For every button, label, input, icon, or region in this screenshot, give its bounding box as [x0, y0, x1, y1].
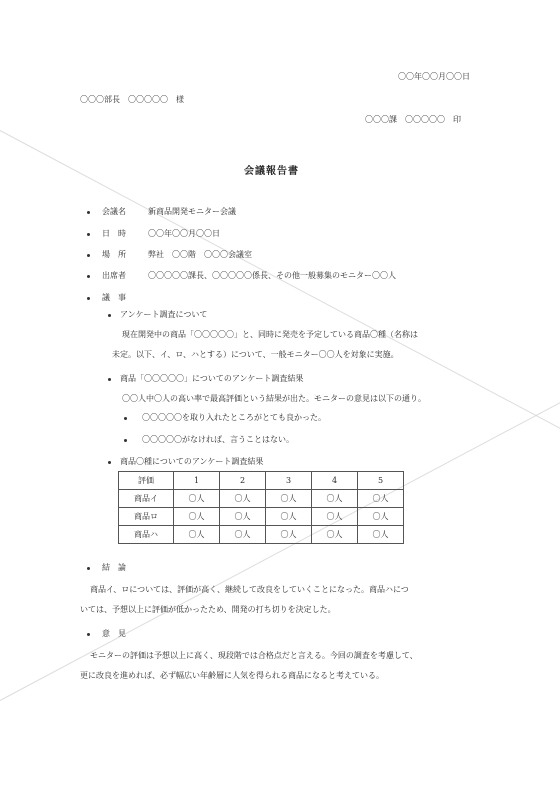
table-cell: 〇人: [174, 490, 220, 508]
sender: 〇〇〇課 〇〇〇〇〇 印: [365, 115, 461, 124]
datetime-label: 日 時: [102, 229, 126, 238]
table-header-cell: 3: [266, 472, 312, 490]
opinion-line-2: 更に改良を進めれば、必ず幅広い年齢層に人気を得られる商品になると考えている。: [80, 671, 384, 680]
table-header-cell: 5: [358, 472, 404, 490]
survey-heading: アンケート調査について: [120, 310, 208, 319]
result1-line: 〇〇人中〇人の高い率で最高評価という結果が出た。モニターの意見は以下の通り。: [122, 394, 426, 403]
bullet: [87, 297, 90, 300]
result1-heading: 商品「〇〇〇〇〇」についてのアンケート調査結果: [120, 374, 304, 383]
bullet: [124, 439, 127, 442]
agenda-label: 議 事: [102, 293, 126, 302]
place-value: 弊社 〇〇階 〇〇〇会議室: [148, 250, 252, 259]
meeting-name-value: 新商品開発モニター会議: [148, 207, 236, 216]
attendees-value: 〇〇〇〇〇課長、〇〇〇〇〇係長、その他一般募集のモニター〇〇人: [148, 271, 396, 280]
document-title: 会議報告書: [244, 166, 299, 177]
bullet: [108, 461, 111, 464]
document-date: 〇〇年〇〇月〇〇日: [398, 72, 470, 81]
attendees-label: 出席者: [102, 271, 126, 280]
bullet: [87, 254, 90, 257]
opinion-item-1: 〇〇〇〇〇を取り入れたところがとても良かった。: [142, 413, 326, 422]
place-label: 場 所: [102, 250, 126, 259]
conclusion-line-2: いては、予想以上に評価が低かったため、開発の打ち切りを決定した。: [80, 605, 336, 614]
table-cell: 〇人: [266, 490, 312, 508]
bullet: [87, 211, 90, 214]
recipient: 〇〇〇部長 〇〇〇〇〇 様: [80, 95, 184, 104]
bullet: [124, 417, 127, 420]
opinion-line-1: モニターの評価は予想以上に高く、現段階では合格点だと言える。今回の調査を考慮して、: [90, 651, 418, 660]
table-header-row: [119, 472, 404, 490]
bullet: [87, 567, 90, 570]
bullet: [87, 633, 90, 636]
conclusion-line-1: 商品イ、ロについては、評価が高く、継続して改良をしていくことになった。商品ハにつ: [90, 585, 409, 594]
table-cell: 〇人: [174, 526, 220, 544]
table-cell: 〇人: [174, 508, 220, 526]
table-row: [119, 526, 404, 544]
table-cell: 〇人: [220, 490, 266, 508]
table-cell: 〇人: [312, 526, 358, 544]
table-row: [119, 508, 404, 526]
table-cell: 商品イ: [119, 490, 174, 508]
table-row: [119, 490, 404, 508]
bullet: [108, 314, 111, 317]
meeting-name-label: 会議名: [102, 207, 126, 216]
table-cell: 〇人: [312, 508, 358, 526]
bullet: [87, 275, 90, 278]
table-cell: 商品ロ: [119, 508, 174, 526]
table-header-cell: 1: [174, 472, 220, 490]
conclusion-label: 結 論: [102, 563, 126, 572]
table-cell: 〇人: [220, 526, 266, 544]
table-cell: 〇人: [266, 508, 312, 526]
datetime-value: 〇〇年〇〇月〇〇日: [148, 229, 220, 238]
bullet: [87, 233, 90, 236]
survey-line-1: 現在開発中の商品「〇〇〇〇〇」と、同時に発売を予定している商品〇種（名称は: [122, 330, 418, 339]
table-header-cell: 2: [220, 472, 266, 490]
table-header-cell: 評価: [119, 472, 174, 490]
table-header-cell: 4: [312, 472, 358, 490]
table-cell: 〇人: [220, 508, 266, 526]
survey-line-2: 未定。以下、イ、ロ、ハとする）について、一般モニター〇〇人を対象に実施。: [112, 350, 399, 359]
opinion-item-2: 〇〇〇〇〇がなければ、言うことはない。: [142, 435, 294, 444]
table-cell: 〇人: [358, 490, 404, 508]
table-cell: 商品ハ: [119, 526, 174, 544]
result2-heading: 商品〇種についてのアンケート調査結果: [120, 457, 264, 466]
table-cell: 〇人: [358, 508, 404, 526]
table-cell: 〇人: [266, 526, 312, 544]
evaluation-table: [118, 471, 404, 544]
table-cell: 〇人: [358, 526, 404, 544]
bullet: [108, 378, 111, 381]
opinion-label: 意 見: [102, 629, 126, 638]
watermark-line: [0, 130, 560, 460]
table-cell: 〇人: [312, 490, 358, 508]
